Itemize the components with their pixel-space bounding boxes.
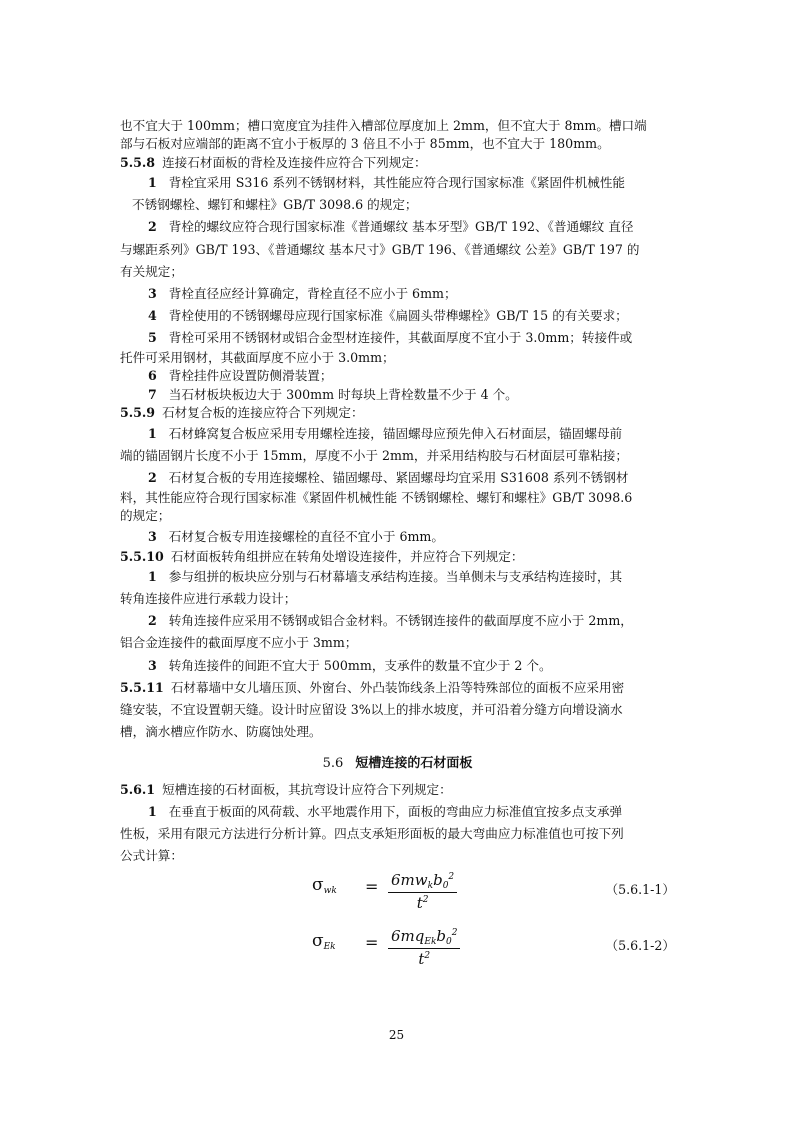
item-text: 石材蜂窝复合板应采用专用螺栓连接，锚固螺母应预先伸入石材面层，锚固螺母前: [168, 425, 623, 441]
sigma-symbol: σ: [312, 931, 324, 952]
clause-5-5-11: [120, 677, 675, 699]
sigma-symbol: σ: [312, 875, 324, 896]
item-text: 在垂直于板面的风荷载、水平地震作用下，面板的弯曲应力标准值宜按多点支承弹: [168, 804, 623, 820]
list-item: [120, 423, 675, 445]
text-line: 转角连接件应进行承载力设计；: [120, 591, 297, 607]
clause-number: 5.6.1: [120, 781, 156, 797]
item-number: 6: [148, 368, 157, 384]
item-number: 2: [148, 219, 157, 235]
clause-number: 5.5.8: [120, 154, 156, 170]
formula-lhs: [312, 875, 337, 896]
subscript: 0: [446, 937, 452, 948]
section-heading: [120, 752, 675, 771]
clause-5-5-10: [120, 548, 675, 566]
clause-number: 5.5.9: [120, 405, 156, 421]
subscript: wk: [323, 886, 337, 897]
item-number: 1: [148, 175, 157, 191]
text-line: 部与石板对应端部的距离不宜小于板厚的 3 倍且不小于 85mm，也不宜大于 180mm。: [120, 136, 610, 152]
clause-number: 5.5.10: [120, 548, 164, 564]
text-line: 有关规定；: [120, 263, 183, 279]
text-line: 的规定；: [120, 508, 171, 524]
section-number: 5.6: [322, 755, 344, 771]
denominator: [388, 893, 457, 912]
denominator-text: t: [418, 950, 425, 969]
item-number: 1: [148, 804, 157, 820]
text-line: 槽，滴水槽应作防水、防腐蚀处理。: [120, 723, 322, 739]
equals-sign: =: [365, 877, 379, 897]
clause-5-5-9: [120, 404, 675, 422]
item-text: 背栓可采用不锈钢材或铝合金型材连接件，其截面厚度不宜小于 3.0mm；转接件或: [168, 329, 633, 345]
formula-label: （5.6.1-1）: [605, 882, 675, 898]
item-number: 2: [148, 613, 157, 629]
item-text: 背栓使用的不锈钢螺母应现行国家标准《扁圆头带榫螺栓》GB/T 15 的有关要求；: [168, 307, 628, 323]
numerator: [388, 927, 460, 949]
subscript: k: [427, 881, 434, 892]
item-number: 3: [148, 528, 157, 544]
list-item: [120, 283, 675, 305]
subscript: 0: [442, 881, 449, 892]
denominator: [388, 949, 460, 968]
item-number: 4: [148, 307, 157, 323]
item-text: 转角连接件应采用不锈钢或铝合金材料。不锈钢连接件的截面厚度不应小于 2mm，: [168, 613, 633, 629]
fraction: [388, 927, 460, 968]
clause-text: 石材面板转角组拼应在转角处增设连接件，并应符合下列规定：: [170, 548, 524, 564]
page-number: 25: [388, 1028, 405, 1042]
list-item: [120, 172, 675, 194]
item-text: 背栓宜采用 S316 系列不锈钢材料，其性能应符合现行国家标准《紧固件机械性能: [168, 175, 626, 191]
subscript: Ek: [424, 937, 437, 948]
item-text: 转角连接件的间距不宜大于 500mm，支承件的数量不宜少于 2 个。: [168, 657, 552, 673]
list-item: [120, 467, 675, 489]
item-text: 背栓的螺纹应符合现行国家标准《普通螺纹 基本牙型》GB/T 192、《普通螺纹 直径: [168, 219, 634, 235]
section-title: 短槽连接的石材面板: [355, 755, 473, 771]
item-text: 石材复合板的专用连接螺栓、锚固螺母、紧固螺母均宜采用 S31608 系列不锈钢材: [168, 469, 629, 485]
formula-lhs: [312, 931, 336, 952]
text-line: 托件可采用钢材，其截面厚度不应小于 3.0mm；: [120, 349, 395, 365]
item-number: 2: [148, 469, 157, 485]
numerator-text: b: [433, 871, 443, 890]
list-item: [120, 801, 675, 823]
list-item: [120, 655, 675, 677]
list-item: [120, 216, 675, 238]
formula-label: （5.6.1-2）: [605, 938, 675, 954]
clause-5-6-1: [120, 779, 675, 801]
item-text: 背栓挂件应设置防侧滑装置；: [168, 368, 333, 384]
text-line: 与螺距系列》GB/T 193、《普通螺纹 基本尺寸》GB/T 196、《普通螺纹 公差》GB/T 197 的: [120, 241, 640, 257]
list-item: [120, 327, 675, 349]
item-number: 7: [148, 386, 157, 402]
formula-5-6-1-1: [120, 871, 675, 921]
numerator-text: b: [436, 927, 447, 946]
clause-number: 5.5.11: [120, 679, 164, 695]
text-line: 铝合金连接件的截面厚度不应小于 3mm；: [120, 635, 358, 651]
superscript: 2: [451, 928, 458, 939]
item-number: 3: [148, 657, 157, 673]
text-line: 也不宜大于 100mm；槽口宽度宜为挂件入槽部位厚度加上 2mm，但不宜大于 8mm。槽口端: [120, 118, 647, 133]
formula-5-6-1-2: [120, 927, 675, 977]
list-item: [120, 610, 675, 632]
clause-text: 连接石材面板的背栓及连接件应符合下列规定：: [162, 154, 427, 170]
list-item: [120, 386, 675, 404]
numerator: [388, 871, 457, 893]
item-text: 石材复合板专用连接螺栓的直径不宜小于 6mm。: [168, 528, 444, 544]
text-line: 料，其性能应符合现行国家标准《紧固件机械性能 不锈钢螺栓、螺钉和螺柱》GB/T 3098.6: [120, 489, 633, 505]
text-line: 性板，采用有限元方法进行分析计算。四点支承矩形面板的最大弯曲应力标准值也可按下列: [120, 826, 624, 842]
superscript: 2: [448, 872, 455, 883]
text-line: 缝安装，不宜设置朝天缝。设计时应留设 3%以上的排水坡度，并可沿着分缝方向增设滴水: [120, 701, 623, 717]
document-body: [120, 117, 675, 977]
item-number: 5: [148, 329, 157, 345]
superscript: 2: [424, 951, 431, 962]
item-number: 1: [148, 569, 157, 585]
list-item: [120, 367, 675, 385]
item-text: 当石材板块板边大于 300mm 时每块上背栓数量不少于 4 个。: [168, 386, 518, 402]
clause-5-5-8: [120, 154, 675, 172]
equals-sign: =: [365, 933, 379, 953]
item-number: 3: [148, 285, 157, 301]
text-line: 公式计算：: [120, 848, 183, 864]
item-number: 1: [148, 425, 157, 441]
list-item: [120, 526, 675, 548]
denominator-text: t: [416, 894, 423, 913]
list-item: [120, 305, 675, 327]
numerator-text: 6mq: [391, 927, 425, 946]
clause-text: 石材复合板的连接应符合下列规定：: [162, 405, 364, 421]
clause-text: 石材幕墙中女儿墙压顶、外窗台、外凸装饰线条上沿等特殊部位的面板不应采用密: [170, 679, 625, 695]
clause-text: 短槽连接的石材面板，其抗弯设计应符合下列规定：: [162, 781, 452, 797]
superscript: 2: [422, 895, 429, 906]
subscript: Ek: [323, 942, 336, 953]
text-line: 不锈钢螺栓、螺钉和螺柱》GB/T 3098.6 的规定；: [132, 197, 418, 213]
fraction: [388, 871, 457, 912]
list-item: [120, 566, 675, 588]
numerator-text: 6mw: [391, 871, 428, 890]
item-text: 参与组拼的板块应分别与石材幕墙支承结构连接。当单侧未与支承结构连接时，其: [168, 569, 623, 585]
item-text: 背栓直径应经计算确定，背栓直径不应小于 6mm；: [168, 285, 457, 301]
text-line: 端的锚固钢片长度不小于 15mm，厚度不小于 2mm，并采用结构胶与石材面层可靠粘接；: [120, 447, 628, 463]
